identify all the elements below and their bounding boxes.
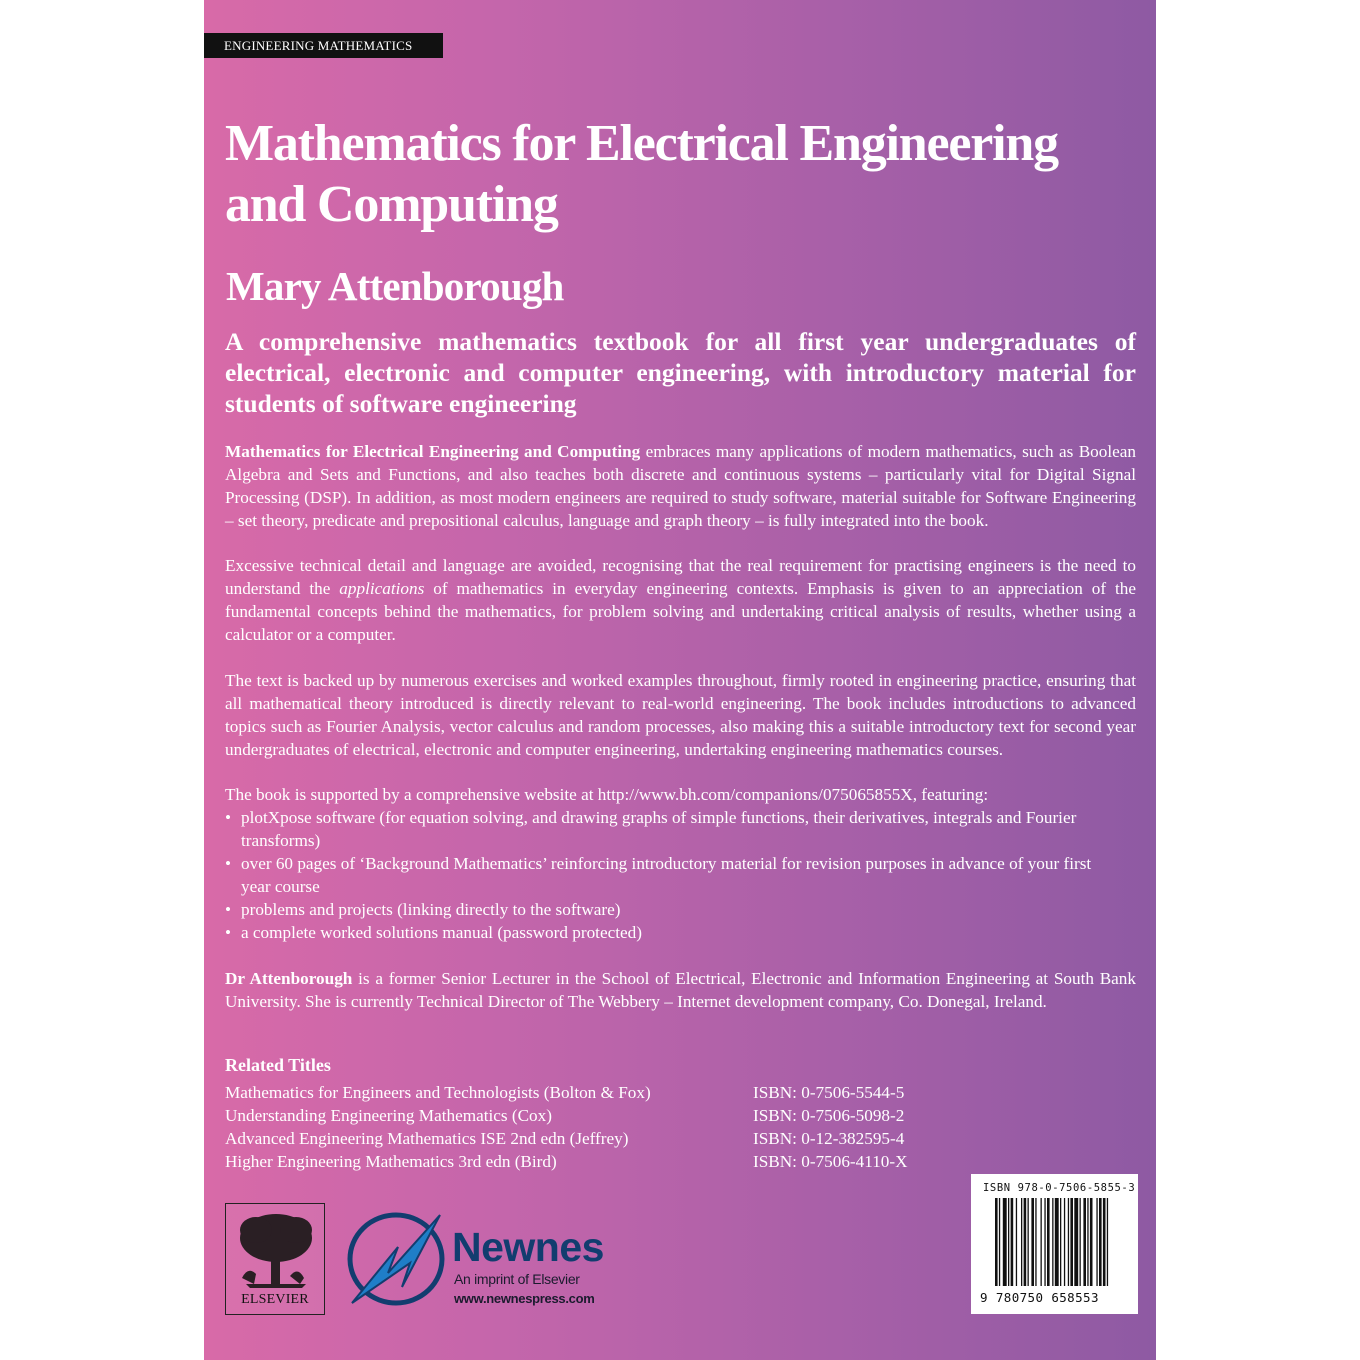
barcode-bar (1008, 1198, 1009, 1286)
barcode-bar (1074, 1198, 1078, 1286)
list-item-text: a complete worked solutions manual (password protected) (241, 923, 642, 942)
barcode-bar (1090, 1198, 1093, 1286)
barcode-bar (1096, 1198, 1097, 1286)
author-bio-name: Dr Attenborough (225, 969, 353, 988)
barcode-bar (1011, 1198, 1014, 1286)
description-text: of mathematics in everyday engineering contexts. Emphasis is given to an appreciation of the fundamental concepts behind the mathematics, for problem solving and undertaking critical analysis of results, whether using a calculator or a computer. (225, 579, 1136, 644)
barcode-bar (1024, 1198, 1027, 1286)
related-title: Higher Engineering Mathematics 3rd edn (Bird) (225, 1152, 557, 1171)
barcode-bar (1003, 1198, 1007, 1286)
description-italic: applications (339, 579, 425, 598)
barcode-bar (1055, 1198, 1059, 1286)
bullet-icon: • (225, 854, 232, 873)
feature-list (225, 806, 1136, 944)
related-isbn: ISBN: 0-7506-5544-5 (753, 1083, 905, 1102)
related-title-row (225, 1081, 1136, 1104)
related-isbn: ISBN: 0-12-382595-4 (753, 1129, 905, 1148)
barcode-panel (971, 1174, 1138, 1314)
list-item (225, 806, 1136, 852)
book-title: Mathematics for Electrical Engineering and Computing (225, 115, 1058, 233)
list-item-text: over 60 pages of ‘Background Mathematics’ reinforcing introductory material for revision purposes in advance of your first year course (241, 854, 1092, 896)
related-title: Understanding Engineering Mathematics (Cox) (225, 1106, 552, 1125)
author-bio (225, 967, 1136, 1013)
barcode-bar (1107, 1198, 1108, 1286)
related-title-row (225, 1150, 1136, 1173)
barcode-isbn: ISBN 978-0-7506-5855-3 (983, 1182, 1136, 1194)
related-title-row (225, 1104, 1136, 1127)
list-item (225, 921, 1136, 944)
book-subtitle: A comprehensive mathematics textbook for all first year undergraduates of electrical, electronic and computer engineering, with introductory material for students of software engineering (225, 327, 1136, 418)
barcode-bar (1035, 1198, 1036, 1286)
list-item-text: problems and projects (linking directly to the software) (241, 900, 621, 919)
website-features (225, 783, 1136, 944)
newnes-wordmark: Newnes (452, 1224, 604, 1270)
related-isbn: ISBN: 0-7506-5098-2 (753, 1106, 905, 1125)
list-item-text: plotXpose software (for equation solving, and drawing graphs of simple functions, their derivatives, integrals and Fourier transforms) (241, 808, 1077, 850)
elsevier-logo (225, 1203, 325, 1315)
barcode-bar (1041, 1198, 1042, 1286)
newnes-imprint: An imprint of Elsevier (454, 1271, 580, 1287)
barcode-bar (1028, 1198, 1029, 1286)
bullet-icon: • (225, 900, 232, 919)
description-paragraph-1 (225, 440, 1136, 532)
barcode-bar (999, 1198, 1000, 1286)
elsevier-wordmark: ELSEVIER (241, 1292, 309, 1307)
description-title-bold: Mathematics for Electrical Engineering and Computing (225, 442, 641, 461)
barcode-bar (1031, 1198, 1034, 1286)
description-paragraph-3 (225, 669, 1136, 761)
barcode-bar (1099, 1198, 1102, 1286)
related-titles (225, 1054, 1136, 1173)
barcode-bar (1052, 1198, 1053, 1286)
barcode-bar (1070, 1198, 1073, 1286)
barcode-bar (1083, 1198, 1086, 1286)
barcode-bar (1021, 1198, 1022, 1286)
barcode-bar (1103, 1198, 1106, 1286)
description-text: Excessive technical detail and language are avoided, recognising that the real requirement for practising engineers is the need to understand the (225, 556, 1136, 598)
list-item (225, 852, 1136, 898)
bullet-icon: • (225, 923, 232, 942)
bullet-icon: • (225, 808, 232, 827)
related-title: Mathematics for Engineers and Technologists (Bolton & Fox) (225, 1083, 651, 1102)
newnes-url: www.newnespress.com (454, 1291, 595, 1306)
related-isbn: ISBN: 0-7506-4110-X (753, 1152, 908, 1171)
author-bio-text: is a former Senior Lecturer in the School of Electrical, Electronic and Information Engineering at South Bank University. She is currently Technical Director of The Webbery – Internet development company, Co. Donegal, Ireland. (225, 969, 1136, 1011)
barcode-bar (1068, 1198, 1069, 1286)
list-item (225, 898, 1136, 921)
barcode-bar (1044, 1198, 1045, 1286)
elsevier-tree-icon (226, 1208, 324, 1292)
barcode-bar (1087, 1198, 1088, 1286)
description-paragraph-2 (225, 554, 1136, 646)
barcode-bar (1047, 1198, 1050, 1286)
description-text: The text is backed up by numerous exercises and worked examples throughout, firmly rooted in engineering practice, ensuring that all mathematical theory introduced is directly relevant to real-world engineering. The book includes introductions to advanced topics such as Fourier Analysis, vector calculus and random processes, also making this a suitable introductory text for second year undergraduates of electrical, electronic and computer engineering, undertaking engineering mathematics courses. (225, 671, 1136, 759)
description-text: embraces many applications of modern mathematics, such as Boolean Algebra and Sets and Functions, and also teaches both discrete and continuous systems – particularly vital for Digital Signal Processing (DSP). In addition, as most modern engineers are required to study software, material suitable for Software Engineering – set theory, predicate and prepositional calculus, language and graph theory – is fully integrated into the book. (225, 442, 1136, 530)
author-name: Mary Attenborough (226, 263, 564, 309)
book-back-cover (204, 0, 1156, 1360)
barcode-bar (995, 1198, 998, 1286)
barcode-bar (1060, 1198, 1061, 1286)
barcode-bar (1080, 1198, 1081, 1286)
barcode-bar (1064, 1198, 1065, 1286)
newnes-logo-icon (344, 1207, 448, 1311)
website-intro: The book is supported by a comprehensive website at http://www.bh.com/companions/075065855X, featuring: (225, 785, 989, 804)
series-label: ENGINEERING MATHEMATICS (204, 33, 443, 58)
related-title-row (225, 1127, 1136, 1150)
related-titles-heading: Related Titles (225, 1055, 331, 1075)
barcode-bar (1016, 1198, 1017, 1286)
barcode-digits: 9 780750 658553 (980, 1290, 1099, 1305)
related-title: Advanced Engineering Mathematics ISE 2nd edn (Jeffrey) (225, 1129, 629, 1148)
